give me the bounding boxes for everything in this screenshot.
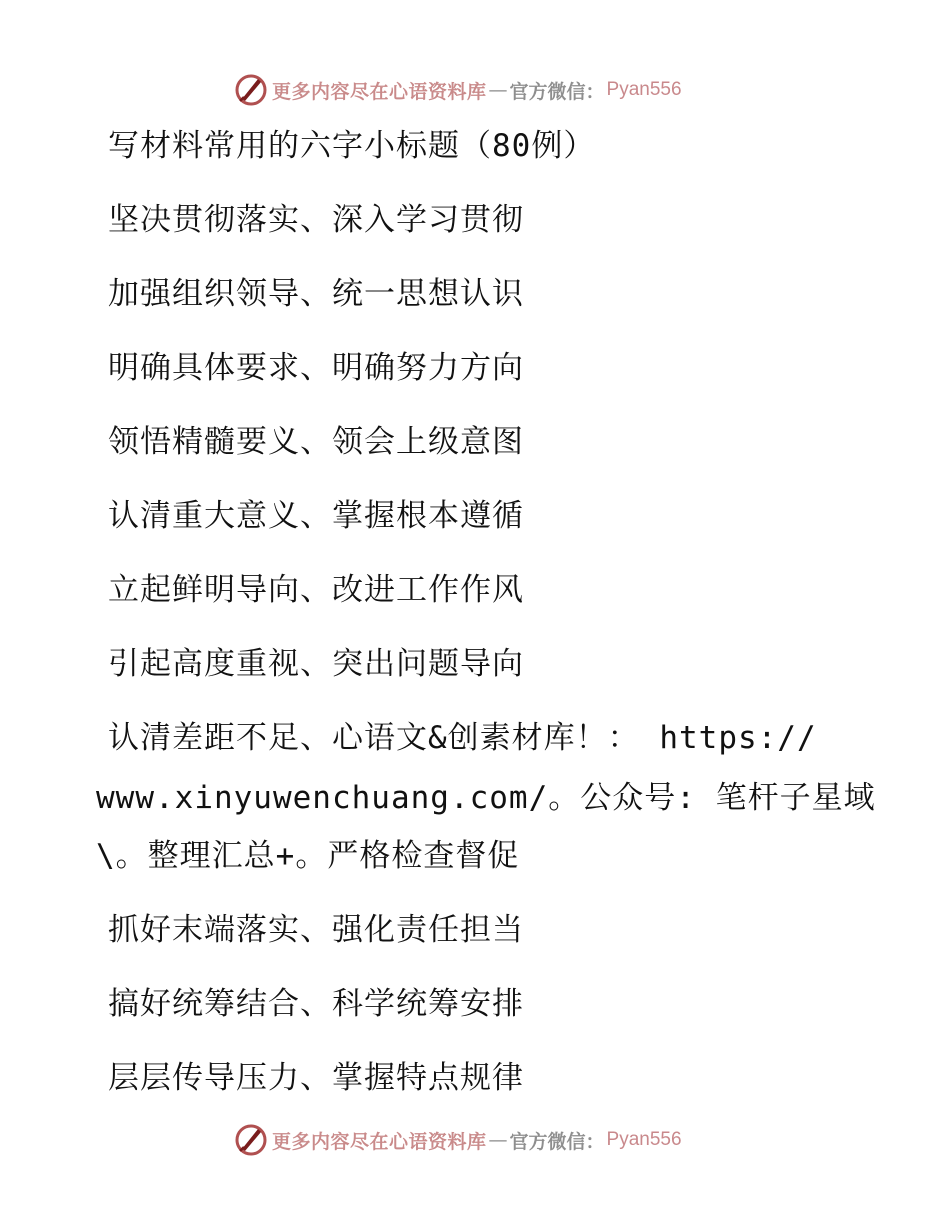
footer-banner: [234, 1122, 682, 1158]
wrapped-line: www.xinyuwenchuang.com/。公众号: 笔杆子星域: [96, 780, 876, 816]
banner-title: 更多内容尽在心语资料库: [272, 80, 487, 103]
list-item: 搞好统筹结合、科学统筹安排: [108, 986, 524, 1022]
quill-logo-icon: [234, 73, 268, 107]
banner-label: 官方微信：: [509, 1130, 605, 1153]
banner-separator: —: [488, 1129, 508, 1151]
banner-separator: —: [488, 79, 508, 101]
banner-title: 更多内容尽在心语资料库: [272, 1130, 487, 1153]
list-item: 引起高度重视、突出问题导向: [108, 646, 524, 682]
banner-label: 官方微信：: [509, 80, 605, 103]
header-banner: [234, 72, 682, 108]
wrapped-line: 认清差距不足、心语文&创素材库！： https://: [108, 720, 817, 756]
banner-wechat-id: Pyan556: [606, 79, 682, 100]
document-title: 写材料常用的六字小标题（80例）: [108, 128, 596, 164]
list-item: 坚决贯彻落实、深入学习贯彻: [108, 202, 524, 238]
list-item: 领悟精髓要义、领会上级意图: [108, 424, 524, 460]
list-item: 立起鲜明导向、改进工作作风: [108, 572, 524, 608]
list-item: 抓好末端落实、强化责任担当: [108, 912, 524, 948]
wrapped-line: \。整理汇总+。严格检查督促: [96, 838, 520, 874]
quill-logo-icon: [234, 1123, 268, 1157]
list-item: 认清重大意义、掌握根本遵循: [108, 498, 524, 534]
banner-wechat-id: Pyan556: [606, 1129, 682, 1150]
list-item: 层层传导压力、掌握特点规律: [108, 1060, 524, 1096]
list-item: 明确具体要求、明确努力方向: [108, 350, 524, 386]
list-item: 加强组织领导、统一思想认识: [108, 276, 524, 312]
